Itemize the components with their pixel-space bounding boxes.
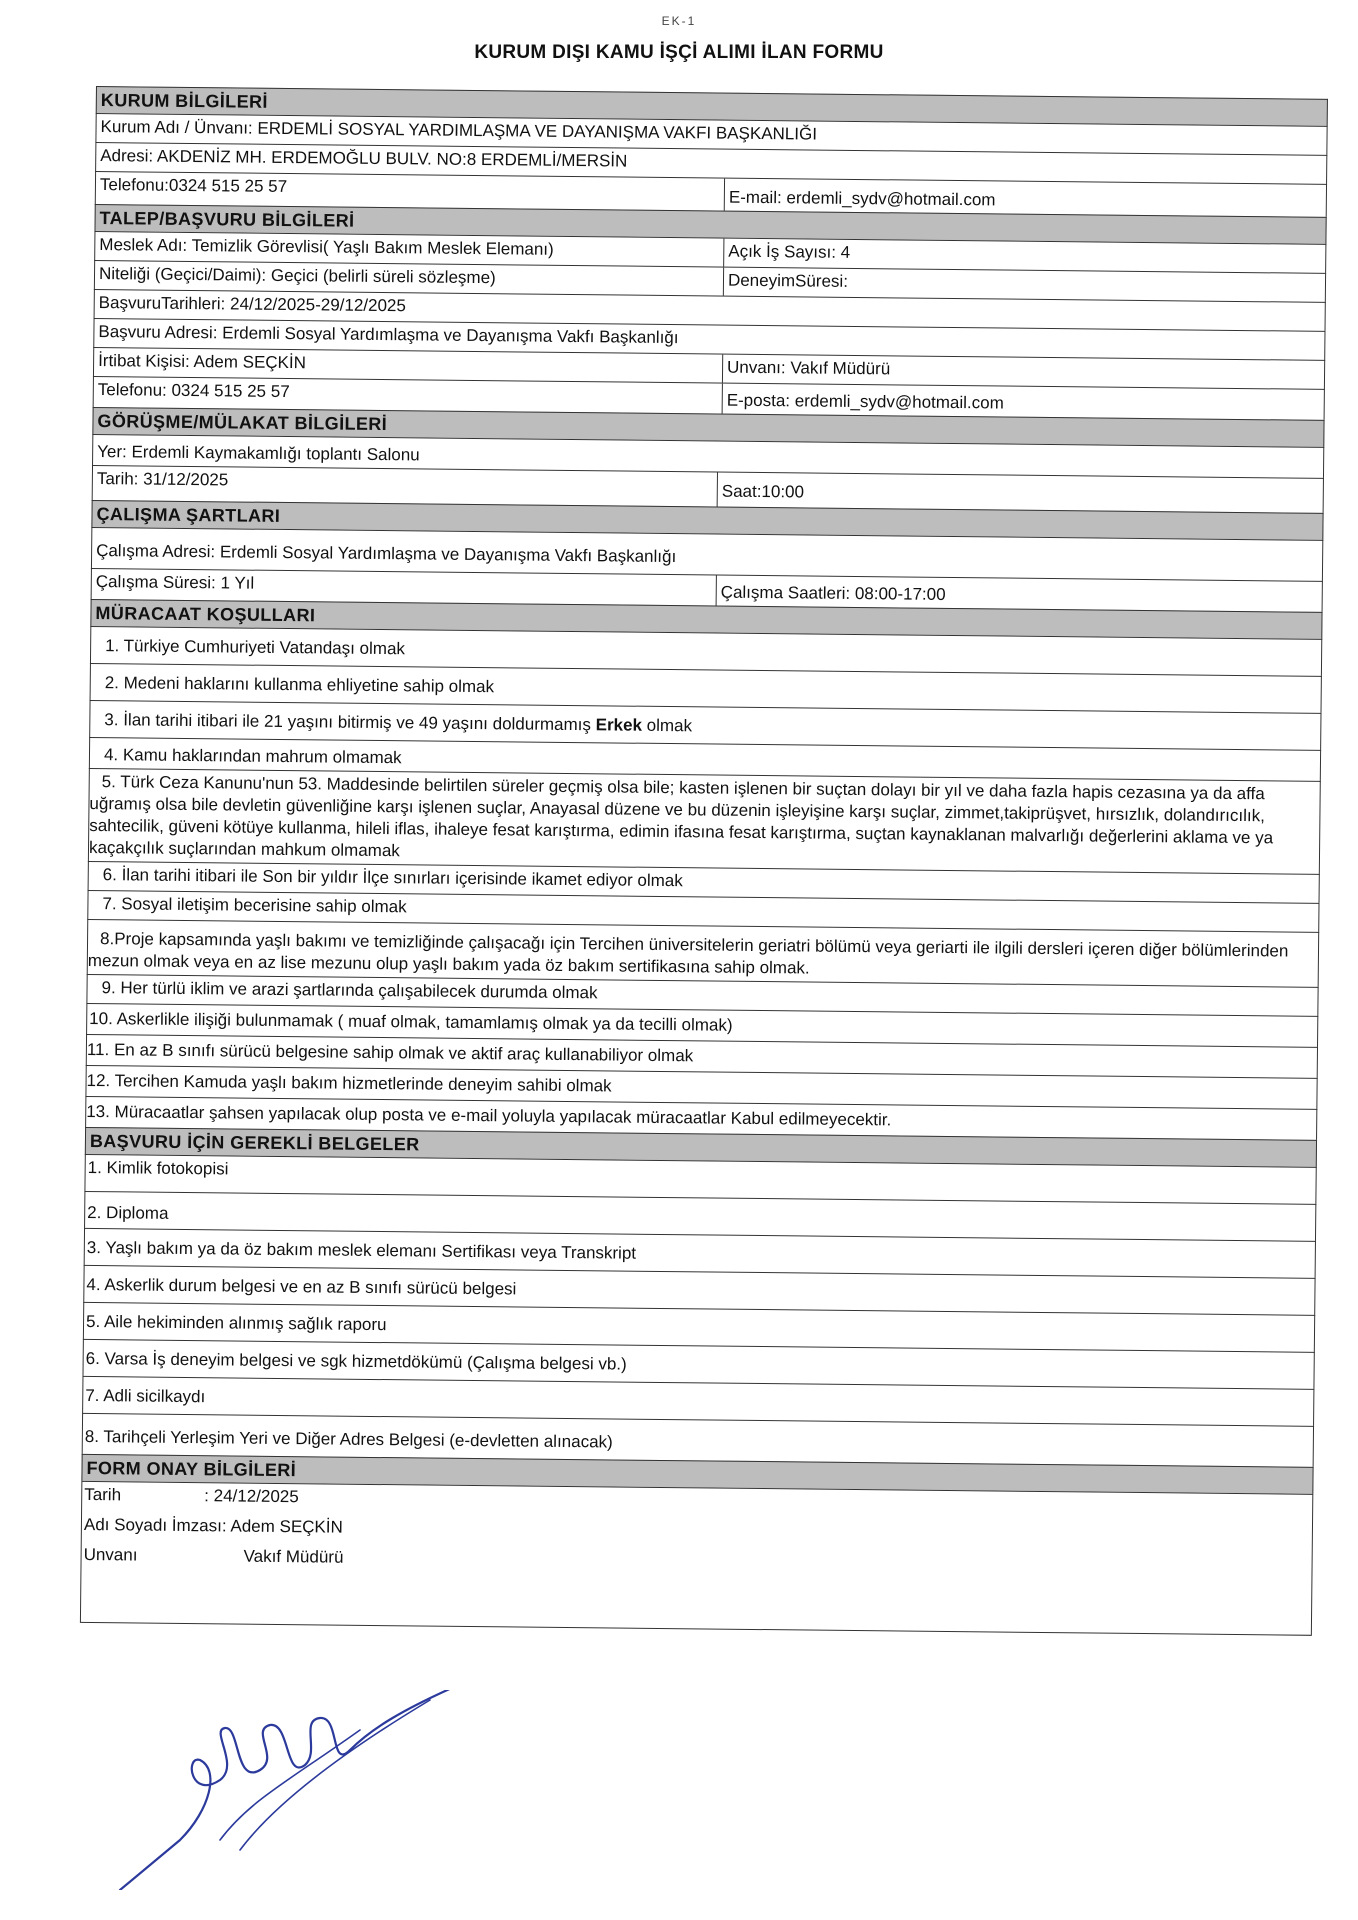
handwritten-signature: [100, 1690, 480, 1890]
form-title: KURUM DIŞI KAMU İŞÇİ ALIMI İLAN FORMU: [474, 42, 884, 63]
condition-9: 9. Her türlü iklim ve arazi şartlarında çalışabilecek durumda olmak: [101, 978, 598, 1003]
condition-1: 1. Türkiye Cumhuriyeti Vatandaşı olmak: [105, 636, 406, 659]
approval-date-value: : 24/12/2025: [204, 1486, 299, 1507]
document-7: 7. Adli sicilkaydı: [85, 1385, 206, 1407]
approval-name-label: Adı Soyadı İmzası:: [83, 1514, 227, 1536]
condition-3-emphasis: Erkek: [595, 715, 643, 735]
document-8: 8. Tarihçeli Yerleşim Yeri ve Diğer Adres Belgesi (e-devletten alınacak): [84, 1426, 613, 1452]
document-3: 3. Yaşlı bakım ya da öz bakım meslek elemanı Sertifikası veya Transkript: [86, 1237, 637, 1263]
document-6: 6. Varsa İş deneyim belgesi ve sgk hizmetdökümü (Çalışma belgesi vb.): [85, 1348, 627, 1374]
approval-title-label: Unvanı: [83, 1544, 138, 1565]
meslek-adi: Meslek Adı: Temizlik Görevlisi( Yaşlı Bakım Meslek Elemanı): [95, 232, 724, 267]
document-2: 2. Diploma: [87, 1202, 169, 1223]
approval-date-label: Tarih: [84, 1484, 122, 1505]
condition-8: 8.Proje kapsamında yaşlı bakımı ve temizliğinde çalışacağı için Tercihen üniversitelerin geriatri bölümü veya geriarti ile ilgili dersleri içeren diğer bölümlerinden mezun olmak veya en az lise mezunu olup yaşlı bakım yada öz bakım sertifikasına sahip olmak.: [87, 929, 1289, 978]
irtibat-unvan: Unvanı: Vakıf Müdürü: [726, 357, 891, 379]
irtibat-eposta: E-posta: erdemli_sydv@hotmail.com: [726, 390, 1004, 413]
approval-name-value: Adem SEÇKİN: [230, 1516, 343, 1537]
calisma-suresi: Çalışma Süresi: 1 Yıl: [92, 569, 717, 606]
acik-is-sayisi: Açık İş Sayısı: 4: [728, 241, 851, 262]
section-calisma-header: ÇALIŞMA ŞARTLARI: [91, 500, 1323, 540]
irtibat-telefon: Telefonu: 0324 515 25 57: [94, 377, 723, 414]
gorusme-tarih: Tarih: 31/12/2025: [96, 469, 229, 490]
condition-3-tail: olmak: [641, 715, 693, 736]
kurum-adres: Adresi: AKDENİZ MH. ERDEMOĞLU BULV. NO:8 ERDEMLİ/MERSİN: [100, 146, 628, 171]
document-5: 5. Aile hekiminden alınmış sağlık raporu: [85, 1311, 387, 1335]
condition-item: [88, 768, 1321, 874]
kurum-email: E-mail: erdemli_sydv@hotmail.com: [728, 187, 996, 210]
document-4: 4. Askerlik durum belgesi ve en az B sınıfı sürücü belgesi: [86, 1274, 517, 1299]
deneyim-suresi: DeneyimSüresi:: [727, 270, 849, 291]
gorusme-yer: Yer: Erdemli Kaymakamlığı toplantı Salonu: [97, 442, 420, 465]
condition-6: 6. İlan tarihi itibari ile Son bir yıldır İlçe sınırları içerisinde ikamet ediyor olmak: [102, 865, 683, 891]
page-marker: EK-1: [661, 14, 697, 28]
condition-11: 11. En az B sınıfı sürücü belgesine sahip olmak ve aktif araç kullanabiliyor olmak: [86, 1039, 694, 1066]
condition-13: 13. Müracaatlar şahsen yapılacak olup posta ve e-mail yoluyla yapılacak müracaatlar Kabul edilmeyecektir.: [86, 1101, 892, 1130]
kurum-telefon: Telefonu:0324 515 25 57: [96, 172, 725, 211]
section-talep-header: TALEP/BAŞVURU BİLGİLERİ: [94, 204, 1326, 244]
basvuru-tarihleri: BaşvuruTarihleri: 24/12/2025-29/12/2025: [98, 293, 406, 316]
basvuru-adresi: Başvuru Adresi: Erdemli Sosyal Yardımlaşma ve Dayanışma Vakfı Başkanlığı: [98, 322, 679, 348]
approval-box: [80, 1481, 1313, 1636]
section-muracaat-header: MÜRACAAT KOŞULLARI: [90, 599, 1322, 639]
condition-3-text: 3. İlan tarihi itibari ile 21 yaşını bitirmiş ve 49 yaşını doldurmamış: [104, 710, 596, 735]
gorusme-saat: Saat:10:00: [717, 473, 1323, 513]
condition-4: 4. Kamu haklarından mahrum olmamak: [103, 745, 402, 768]
calisma-saatleri: Çalışma Saatleri: 08:00-17:00: [720, 582, 946, 604]
condition-5: 5. Türk Ceza Kanunu'nun 53. Maddesinde belirtilen süreler geçmiş olsa bile; kasten işlenen bir suçtan dolayı bir yıl ve daha fazla hapis cezasına ya da affa uğramış olsa bile devletin güvenliğine karşı işlenen suçlar, Anayasal düzene ve bu düzenin işleyişine karşı suçlar, zimmet,takiprüşvet, hırsızlık, dolandırıcılık, sahtecilik, güveni kötüye kullanma, hileli iflas, ihaleye fesat karıştırma, edimin ifasına fesat karıştırma, suçtan kaynaklanan malvarlığı değerlerini aklama ve ya kaçakçılık suçlarından mahkum olmamak: [88, 772, 1274, 861]
section-kurum-header: KURUM BİLGİLERİ: [96, 86, 1328, 126]
form-table: [80, 86, 1328, 1636]
kurum-adi: Kurum Adı / Ünvanı: ERDEMLİ SOSYAL YARDIMLAŞMA VE DAYANIŞMA VAKFI BAŞKANLIĞI: [100, 117, 818, 144]
calisma-adresi: Çalışma Adresi: Erdemli Sosyal Yardımlaşma ve Dayanışma Vakfı Başkanlığı: [96, 541, 677, 567]
section-onay-header: FORM ONAY BİLGİLERİ: [81, 1454, 1313, 1494]
condition-2: 2. Medeni haklarını kullanma ehliyetine sahip olmak: [104, 673, 495, 697]
condition-7: 7. Sosyal iletişim becerisine sahip olmak: [102, 894, 407, 917]
approval-title-line: [84, 1544, 344, 1569]
condition-10: 10. Askerlikle ilişiği bulunmamak ( muaf olmak, tamamlamış olmak ya da tecilli olmak): [89, 1008, 733, 1035]
condition-12: 12. Tercihen Kamuda yaşlı bakım hizmetlerinde deneyim sahibi olmak: [86, 1070, 612, 1096]
approval-name-line: [84, 1514, 343, 1539]
nitelik: Niteliği (Geçici/Daimi): Geçici (belirli süreli sözleşme): [95, 261, 724, 296]
section-gorusme-header: GÖRÜŞME/MÜLAKAT BİLGİLERİ: [92, 407, 1324, 447]
irtibat-kisisi: İrtibat Kişisi: Adem SEÇKİN: [94, 348, 723, 383]
approval-title-value: Vakıf Müdürü: [243, 1546, 344, 1567]
section-belgeler-header: BAŞVURU İÇİN GEREKLİ BELGELER: [85, 1127, 1317, 1167]
approval-date-line: [84, 1484, 299, 1508]
document-1: 1. Kimlik fotokopisi: [87, 1157, 229, 1179]
